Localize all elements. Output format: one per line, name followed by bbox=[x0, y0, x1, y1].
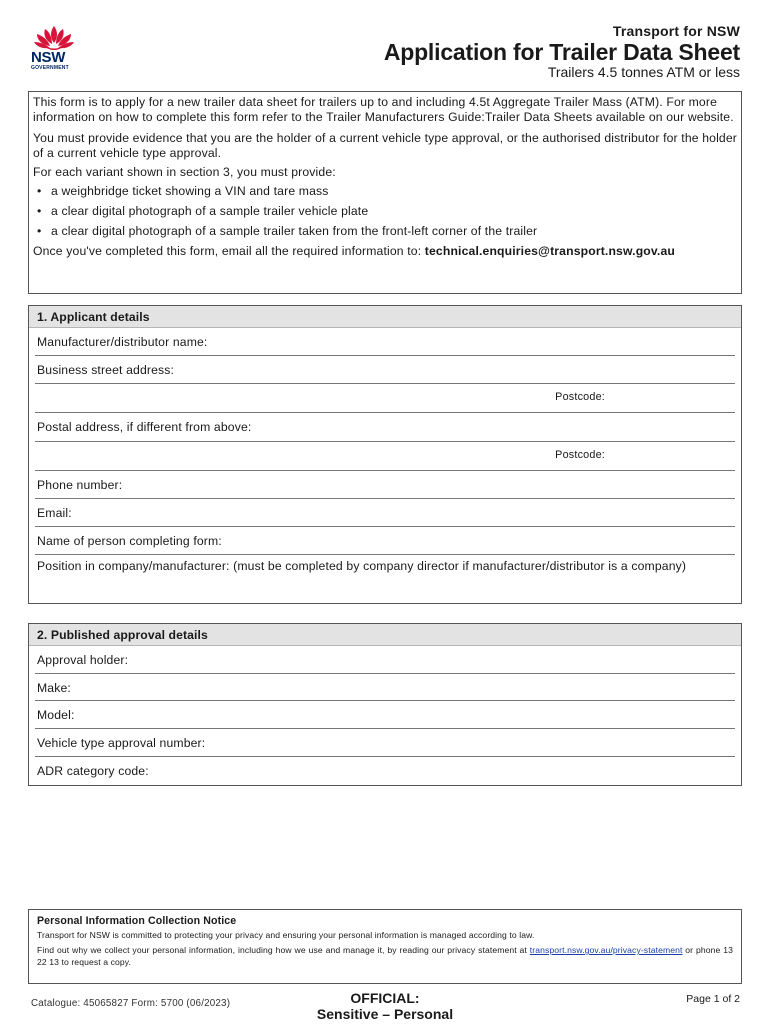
logo-nsw-text: NSW bbox=[31, 49, 66, 66]
make-label: Make: bbox=[37, 681, 71, 695]
adr-category-field[interactable] bbox=[29, 757, 741, 785]
list-item: • a weighbridge ticket showing a VIN and tare mass bbox=[33, 184, 737, 199]
vehicle-type-approval-label: Vehicle type approval number: bbox=[37, 736, 206, 750]
email-field[interactable] bbox=[29, 499, 741, 527]
privacy-notice bbox=[28, 909, 742, 984]
section-2-title: 2. Published approval details bbox=[29, 624, 741, 646]
submission-email[interactable]: technical.enquiries@transport.nsw.gov.au bbox=[424, 244, 675, 258]
vehicle-type-approval-field[interactable] bbox=[29, 729, 741, 757]
section-published-approval-details bbox=[28, 623, 742, 786]
approval-holder-field[interactable] bbox=[29, 646, 741, 674]
street-address-line-2-field[interactable] bbox=[29, 384, 741, 413]
intro-paragraph-1: This form is to apply for a new trailer data sheet for trailers up to and including 4.5t Aggregate Trailer Mass (ATM). For more information on how to complete this form refer to the Trailer Manufacturers Guide:Trailer Data Sheets available on our website. bbox=[33, 95, 734, 124]
sensitive-label: Sensitive – Personal bbox=[316, 1006, 454, 1022]
position-label: Position in company/manufacturer: (must be completed by company director if manufacturer/distributor is a company) bbox=[37, 559, 687, 573]
privacy-line-2 bbox=[37, 944, 733, 968]
section-applicant-details bbox=[28, 305, 742, 604]
phone-label: Phone number: bbox=[37, 478, 123, 492]
privacy-title: Personal Information Collection Notice bbox=[37, 915, 237, 927]
street-postcode-label: Postcode: bbox=[555, 391, 605, 403]
intro-box bbox=[28, 91, 742, 294]
list-item: • a clear digital photograph of a sample trailer vehicle plate bbox=[33, 204, 737, 219]
header-org: Transport for NSW bbox=[612, 23, 740, 39]
model-field[interactable] bbox=[29, 701, 741, 729]
intro-paragraph-3: For each variant shown in section 3, you must provide: bbox=[33, 165, 336, 179]
privacy-statement-link[interactable]: transport.nsw.gov.au/privacy-statement bbox=[529, 945, 683, 955]
intro-paragraph-2: You must provide evidence that you are the holder of a current vehicle type approval, or the authorised distributor for the holder of a current vehicle type approval. bbox=[33, 131, 737, 160]
manufacturer-label: Manufacturer/distributor name: bbox=[37, 335, 208, 349]
email-instruction bbox=[33, 244, 737, 259]
email-label: Email: bbox=[37, 506, 72, 520]
postal-address-line-2-field[interactable] bbox=[29, 442, 741, 471]
manufacturer-field[interactable] bbox=[29, 328, 741, 356]
catalogue-number: Catalogue: 45065827 Form: 5700 (06/2023) bbox=[31, 998, 231, 1009]
logo-government-text: GOVERNMENT bbox=[31, 65, 69, 71]
requirements-list bbox=[33, 184, 737, 239]
adr-category-label: ADR category code: bbox=[37, 764, 149, 778]
official-label: OFFICIAL: bbox=[350, 990, 420, 1006]
person-name-field[interactable] bbox=[29, 527, 741, 555]
street-address-field[interactable] bbox=[29, 356, 741, 384]
phone-field[interactable] bbox=[29, 471, 741, 499]
page-number: Page 1 of 2 bbox=[686, 993, 740, 1005]
page-title: Application for Trailer Data Sheet bbox=[383, 39, 740, 65]
privacy-phone-text: or phone 13 22 13 to request a copy. bbox=[37, 945, 733, 967]
model-label: Model: bbox=[37, 708, 75, 722]
position-field[interactable] bbox=[29, 555, 741, 599]
street-address-label: Business street address: bbox=[37, 363, 175, 377]
privacy-line-1: Transport for NSW is committed to protecting your privacy and ensuring your personal information is managed according to law. bbox=[37, 930, 535, 940]
section-1-title: 1. Applicant details bbox=[29, 306, 741, 328]
list-item: • a clear digital photograph of a sample trailer taken from the front-left corner of the trailer bbox=[33, 224, 737, 239]
person-name-label: Name of person completing form: bbox=[37, 534, 222, 548]
security-classification bbox=[270, 990, 500, 1022]
postal-address-field[interactable] bbox=[29, 413, 741, 442]
privacy-text: Find out why we collect your personal information, including how we use and manage it, by reading our privacy statement at bbox=[37, 945, 530, 955]
email-prefix: Once you've completed this form, email all the required information to: bbox=[33, 244, 425, 258]
make-field[interactable] bbox=[29, 674, 741, 701]
postal-address-label: Postal address, if different from above: bbox=[37, 420, 252, 434]
approval-holder-label: Approval holder: bbox=[37, 653, 129, 667]
page-subtitle: Trailers 4.5 tonnes ATM or less bbox=[547, 64, 740, 80]
postal-postcode-label: Postcode: bbox=[555, 449, 605, 461]
